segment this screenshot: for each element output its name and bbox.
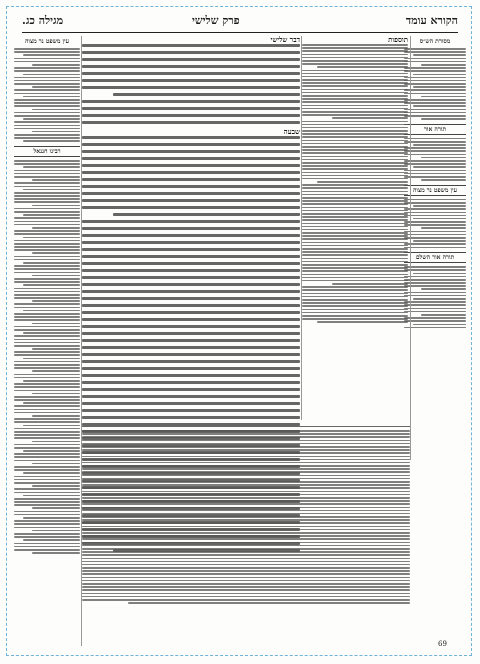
- commentary-column: [302, 36, 408, 420]
- left-section-rabbeinu-chananel-title: רבינו חננאל: [14, 146, 80, 157]
- left-margin-column: [14, 36, 80, 646]
- column-divider-main-commentary: [301, 36, 302, 420]
- header-folio: כג.: [22, 14, 35, 27]
- gemara-lead-line: [82, 128, 300, 136]
- left-section-ein-mishpat-text: [14, 48, 80, 142]
- right-section-torah-or-hashalem-text: [404, 266, 466, 328]
- header-center-title: פרק שלישי: [192, 14, 240, 27]
- bottom-section-rule: [82, 426, 410, 427]
- talmud-main-text: [82, 36, 300, 420]
- gemara-lead-word: שבעה: [283, 127, 300, 136]
- right-section-torah-or-hashalem-title: תורה אור השלם: [404, 252, 466, 263]
- right-section-torah-or-text: [404, 138, 466, 181]
- page-header: [22, 14, 458, 32]
- commentary-head-line: [302, 36, 408, 44]
- header-left-title: [22, 14, 63, 27]
- mishnah-head-word: דבר שלישי: [270, 35, 300, 44]
- gemara-text-block-1: [82, 44, 300, 124]
- header-rule: [22, 32, 458, 33]
- right-section-masoret-title: מסורת הש״ס: [419, 38, 451, 45]
- right-section-torah-or-title: תורה אור: [404, 124, 466, 135]
- left-section-ein-mishpat-title: עין משפט נר מצוה: [24, 38, 70, 45]
- commentary-head-word: תוספות: [388, 35, 408, 44]
- right-section-ein-mishpat-title: עין משפט נר מצוה: [404, 185, 466, 196]
- column-divider-commentary-margin: [410, 36, 411, 460]
- right-section-ein-mishpat-text: [404, 199, 466, 248]
- left-section-rabbeinu-chananel-text: [14, 160, 80, 554]
- page-number: 69: [438, 640, 447, 648]
- bottom-commentary-block: [82, 430, 410, 640]
- right-section-masoret-text: [404, 48, 466, 120]
- header-tractate: מגילה: [38, 14, 64, 27]
- mishnah-intro: [82, 36, 300, 44]
- commentary-text: [302, 44, 408, 323]
- header-right-title: הקורא עומד: [405, 14, 458, 27]
- bottom-commentary-text: [82, 430, 410, 604]
- right-margin-column: [404, 36, 466, 460]
